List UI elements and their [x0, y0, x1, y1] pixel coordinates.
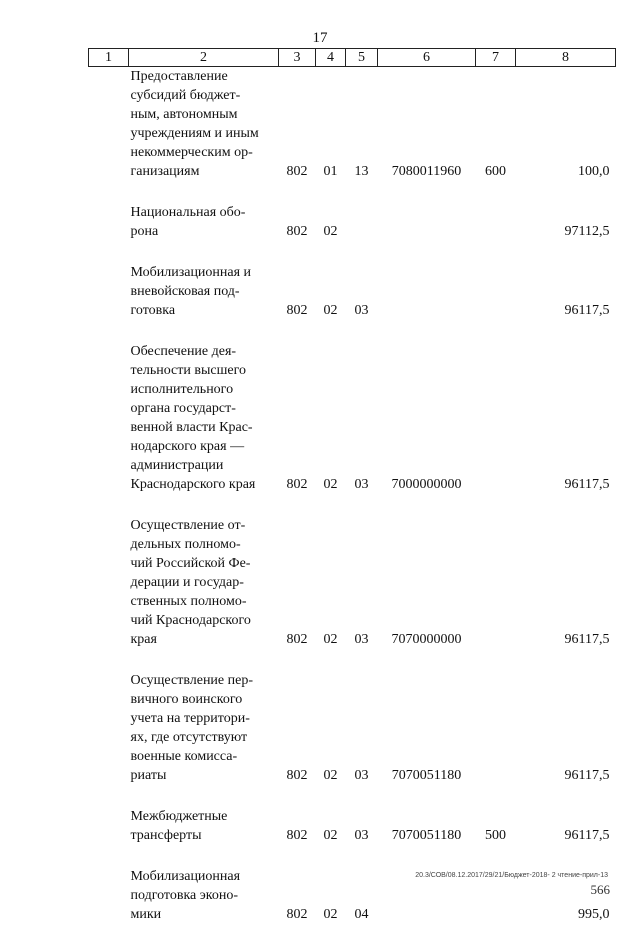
column-header: 8	[516, 49, 616, 67]
table-row	[89, 653, 616, 789]
row-vr	[476, 498, 516, 653]
page-number: 17	[312, 30, 328, 46]
row-ved: 802	[286, 224, 308, 239]
row-amount: 100,0	[578, 164, 610, 179]
column-header: 4	[316, 49, 346, 67]
row-blank	[89, 245, 129, 324]
table-row	[89, 185, 616, 245]
row-vr	[476, 324, 516, 498]
row-ved: 802	[286, 303, 308, 318]
budget-table	[88, 48, 616, 928]
row-blank	[89, 498, 129, 653]
row-vr: 500	[485, 828, 506, 843]
table-row	[89, 498, 616, 653]
row-pr: 03	[354, 828, 369, 843]
column-header: 2	[129, 49, 279, 67]
row-blank	[89, 67, 129, 186]
row-name: Осуществление от- дельных полномо- чий Российской Фе- дерации и государ- ственных полномо- чий Краснодарского края	[130, 518, 251, 647]
row-csr: 7070051180	[391, 768, 462, 783]
row-vr	[476, 653, 516, 789]
footer-note: 20.3/СОВ/08.12.2017/29/21/Бюджет-2018- 2 чтение-прил-13	[415, 872, 608, 879]
column-header: 6	[378, 49, 476, 67]
row-rz: 02	[323, 768, 338, 783]
column-header: 1	[89, 49, 129, 67]
row-vr: 600	[485, 164, 506, 179]
row-amount: 96117,5	[564, 828, 610, 843]
row-rz: 02	[323, 907, 338, 922]
row-vr	[476, 185, 516, 245]
row-csr	[378, 849, 476, 928]
row-pr: 03	[354, 632, 369, 647]
column-header: 7	[476, 49, 516, 67]
row-ved: 802	[286, 907, 308, 922]
row-ved: 802	[286, 164, 308, 179]
table-row	[89, 67, 616, 186]
row-amount: 97112,5	[564, 224, 610, 239]
row-ved: 802	[286, 828, 308, 843]
column-header: 3	[279, 49, 316, 67]
table-row	[89, 324, 616, 498]
row-pr: 03	[354, 477, 369, 492]
row-blank	[89, 185, 129, 245]
row-pr: 03	[354, 303, 369, 318]
row-ved: 802	[286, 632, 308, 647]
table-row	[89, 789, 616, 849]
row-rz: 02	[323, 632, 338, 647]
row-pr: 03	[354, 768, 369, 783]
row-pr: 04	[354, 907, 369, 922]
row-blank	[89, 324, 129, 498]
row-amount: 96117,5	[564, 768, 610, 783]
table-header-row	[89, 49, 616, 67]
row-csr: 7080011960	[391, 164, 462, 179]
row-pr	[346, 185, 378, 245]
row-name: Предоставление субсидий бюджет- ным, автономным учреждениям и иным некоммерческим ор- ганизациям	[130, 69, 259, 179]
row-blank	[89, 849, 129, 928]
row-name: Обеспечение дея- тельности высшего исполнительного органа государст- венной власти Крас- нодарского края — администрации Краснодарского края	[130, 344, 256, 492]
row-amount: 96117,5	[564, 477, 610, 492]
row-name: Межбюджетные трансферты	[130, 809, 228, 843]
row-rz: 02	[323, 477, 338, 492]
row-ved: 802	[286, 477, 308, 492]
row-name: Мобилизационная и вневойсковая под- готовка	[130, 265, 252, 318]
row-name: Осуществление пер- вичного воинского учета на территори- ях, где отсутствуют военные комисса- риаты	[130, 673, 254, 783]
row-vr	[476, 849, 516, 928]
row-amount: 995,0	[578, 907, 610, 922]
row-csr	[378, 245, 476, 324]
row-amount: 96117,5	[564, 632, 610, 647]
row-csr: 7070000000	[391, 632, 462, 647]
row-ved: 802	[286, 768, 308, 783]
footer-page-number: 566	[590, 882, 610, 897]
row-name: Национальная обо- рона	[130, 205, 246, 239]
row-amount: 96117,5	[564, 303, 610, 318]
row-rz: 02	[323, 828, 338, 843]
row-csr: 7070051180	[391, 828, 462, 843]
row-pr: 13	[354, 164, 369, 179]
row-name: Мобилизационная подготовка эконо- мики	[130, 869, 241, 922]
row-blank	[89, 653, 129, 789]
row-vr	[476, 245, 516, 324]
row-rz: 02	[323, 224, 338, 239]
table-row	[89, 245, 616, 324]
column-header: 5	[346, 49, 378, 67]
row-blank	[89, 789, 129, 849]
row-csr	[378, 185, 476, 245]
row-rz: 01	[323, 164, 338, 179]
row-rz: 02	[323, 303, 338, 318]
table-row	[89, 849, 616, 928]
row-csr: 7000000000	[391, 477, 462, 492]
